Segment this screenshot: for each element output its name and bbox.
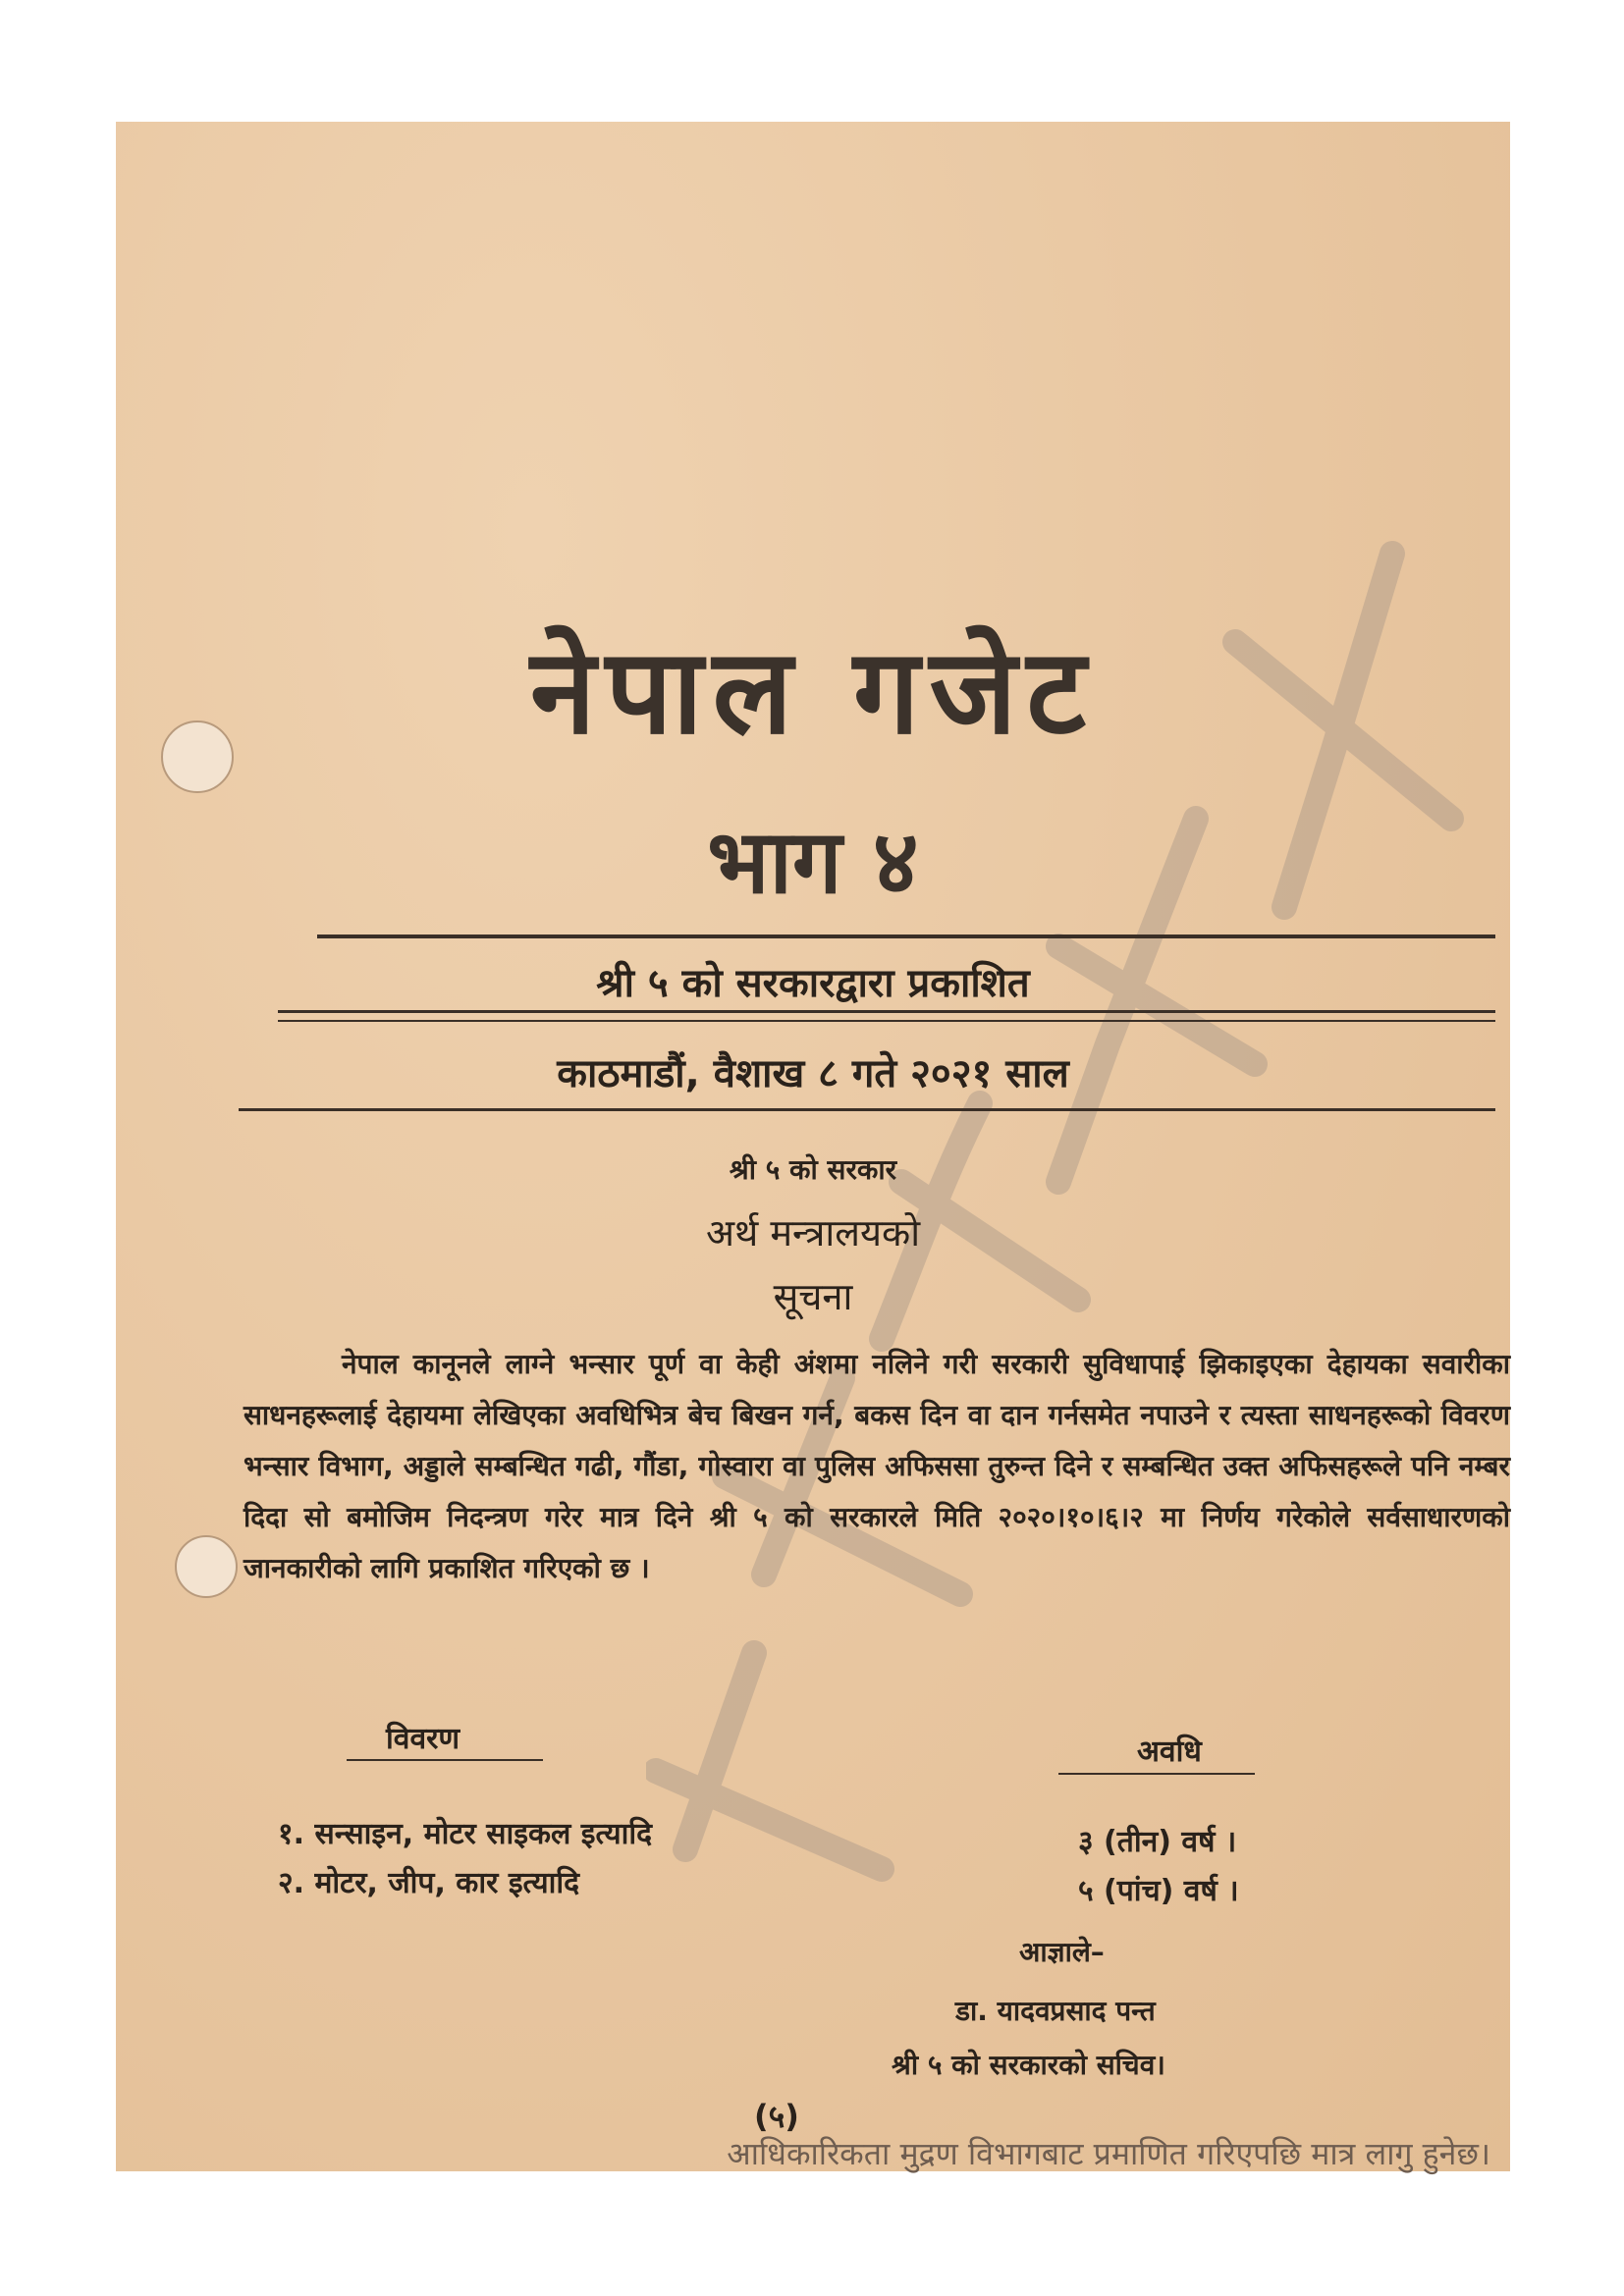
signature-by-order: आज्ञाले– [1019,1936,1105,1968]
table-row-item: २. मोटर, जीप, कार इत्यादि [278,1866,580,1900]
government-heading: श्री ५ को सरकार [729,1153,897,1186]
punch-hole [175,1535,238,1598]
column-underline [1058,1773,1255,1775]
authentication-note: आधिकारिकता मुद्रण विभागबाट प्रमाणित गरिएपछि मात्र लागु हुनेछ। [727,2135,1490,2172]
divider [278,1010,1495,1013]
gazette-part: भाग ४ [707,811,919,914]
place-date-line: काठमाडौं, वैशाख ८ गते २०२१ साल [557,1051,1069,1096]
table-row-period: ५ (पांच) वर्ष । [1078,1874,1239,1908]
signature-designation: श्री ५ को सरकारको सचिव। [892,2049,1165,2081]
table-row-period: ३ (तीन) वर्ष । [1078,1825,1237,1859]
column-header-period: अवधि [1137,1735,1202,1769]
column-header-description: विवरण [386,1722,460,1756]
divider [278,1020,1495,1022]
notice-heading: सूचना [773,1275,853,1318]
ministry-heading: अर्थ मन्त्रालयको [705,1211,921,1255]
signature-name: डा. यादवप्रसाद पन्त [955,1995,1156,2027]
table-row-item: १. सन्साइन, मोटर साइकल इत्यादि [278,1817,653,1851]
gazette-page [116,122,1510,2171]
page-number: (५) [754,2098,799,2135]
divider [317,934,1495,938]
publisher-line: श्री ५ को सरकारद्वारा प्रकाशित [596,961,1030,1006]
divider [239,1108,1495,1111]
notice-body: नेपाल कानूनले लाग्ने भन्सार पूर्ण वा केही अंशमा नलिने गरी सरकारी सुविधापाई झिकाइएका देहायका सवारीका साधनहरूलाई देहायमा लेखिएका अवधिभित्र बेच बिखन गर्न, बकस दिन वा दान गर्नसमेत नपाउने र त्यस्ता साधनहरूको विवरण भन्सार विभाग, अड्डाले सम्बन्धित गढी, गौंडा, गोस्वारा वा पुलिस अफिससा तुरुन्त दिने र सम्बन्धित उक्त अफिसहरूले पनि नम्बर दिदा सो बमोजिम निदन्त्रण गरेर मात्र दिने श्री ५ को सरकारले मिति २०२०।१०।६।२ मा निर्णय गरेकोले सर्वसाधारणको जानकारीको लागि प्रकाशित गरिएको छ । [244,1348,1510,1584]
column-underline [347,1759,543,1761]
gazette-title: नेपाल गजेट [529,624,1097,761]
